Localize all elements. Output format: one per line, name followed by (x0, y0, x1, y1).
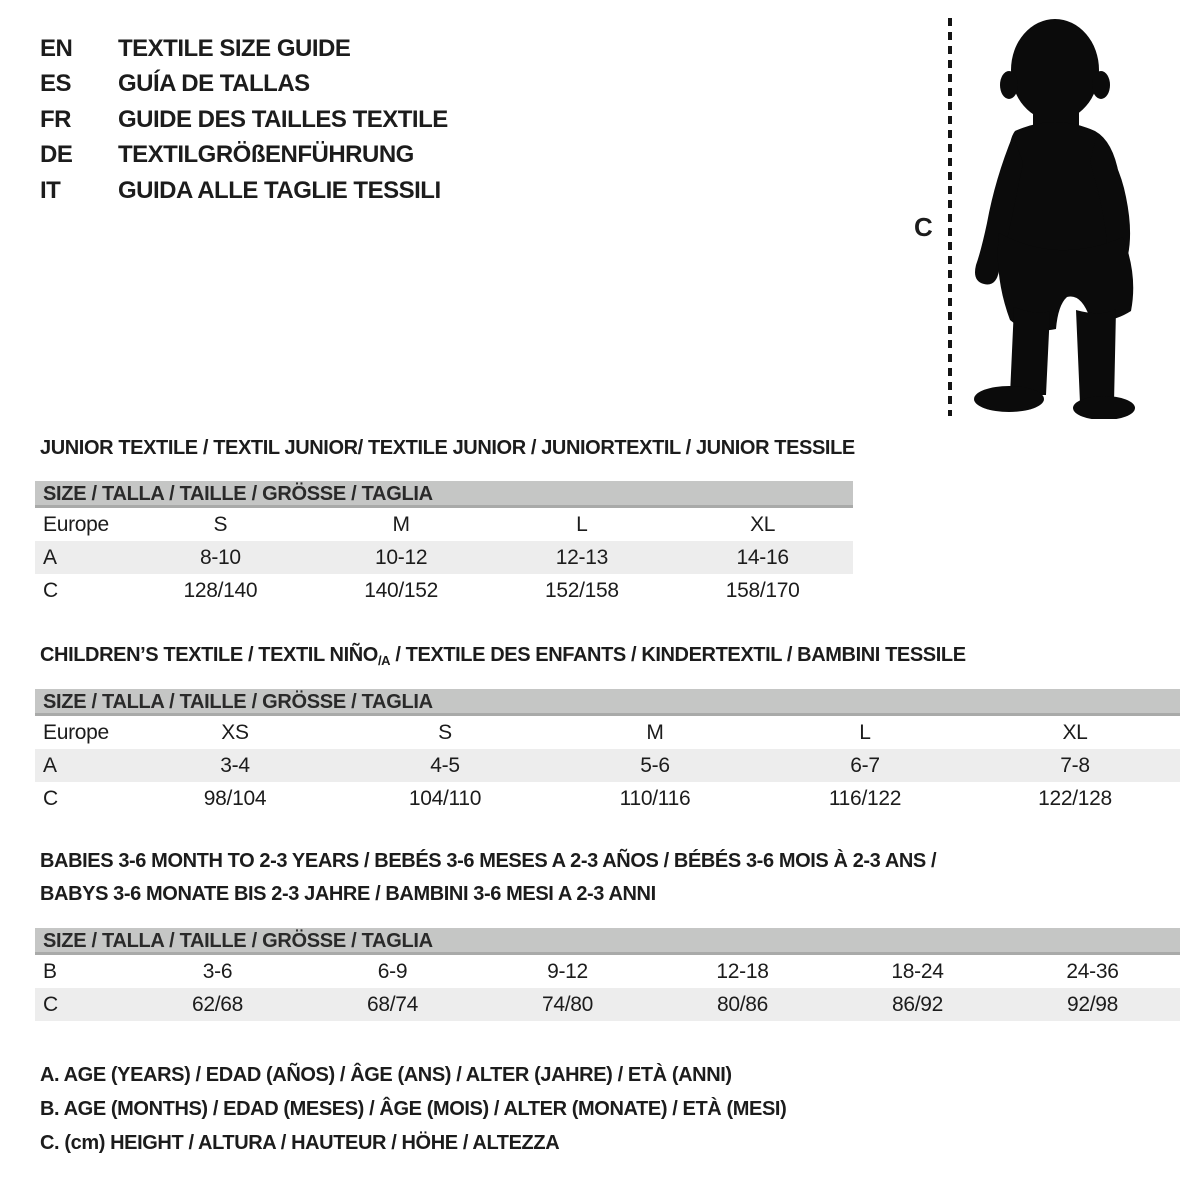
cell: 98/104 (203, 786, 267, 810)
cell: 4-5 (430, 753, 460, 777)
legend-line-c: C. (cm) HEIGHT / ALTURA / HAUTEUR / HÖHE / ALTEZZA (40, 1132, 560, 1154)
table-row-europe (35, 508, 853, 541)
cell: M (392, 512, 410, 536)
table-row-months (35, 955, 1180, 988)
lang-label: GUIDE DES TAILLES TEXTILE (118, 105, 448, 133)
cell: 122/128 (1038, 786, 1112, 810)
cell: 9-12 (547, 959, 588, 983)
cell: 5-6 (640, 753, 670, 777)
lang-label: TEXTILGRÖßENFÜHRUNG (118, 141, 414, 169)
lang-row-de (40, 138, 448, 174)
cell: 68/74 (366, 992, 419, 1016)
children-title-subscript: /A (377, 653, 391, 668)
babies-section-title-line1: BABIES 3-6 MONTH TO 2-3 YEARS / BEBÉS 3-6 MESES A 2-3 AÑOS / BÉBÉS 3-6 MOIS À 2-3 ANS / (40, 850, 937, 872)
row-label: B (43, 959, 57, 983)
cell: S (438, 720, 452, 744)
cell: 110/116 (619, 786, 691, 810)
lang-code: ES (40, 70, 72, 98)
cell: 74/80 (541, 992, 594, 1016)
cell: 10-12 (375, 545, 428, 569)
cell: XL (750, 512, 776, 536)
lang-label: GUÍA DE TALLAS (118, 70, 310, 98)
children-section-title (40, 644, 966, 668)
table-row-age (35, 749, 1180, 782)
cell: 92/98 (1066, 992, 1119, 1016)
row-label: C (43, 992, 58, 1016)
legend-line-a: A. AGE (YEARS) / EDAD (AÑOS) / ÂGE (ANS) / ALTER (JAHRE) / ETÀ (ANNI) (40, 1064, 732, 1086)
legend (40, 1058, 786, 1160)
cell: XL (1062, 720, 1088, 744)
table-row-age (35, 541, 853, 574)
cell: 152/158 (544, 578, 619, 602)
row-label: A (43, 545, 57, 569)
lang-code: IT (40, 176, 61, 204)
table-row-height (35, 988, 1180, 1021)
height-measure-label: C (914, 212, 933, 242)
cell: 3-4 (220, 753, 250, 777)
lang-row-fr (40, 102, 448, 138)
cell: 158/170 (725, 578, 800, 602)
cell: 62/68 (191, 992, 244, 1016)
babies-section-title-line2: BABYS 3-6 MONATE BIS 2-3 JAHRE / BAMBINI 3-6 MESI A 2-3 ANNI (40, 883, 656, 905)
junior-section-title: JUNIOR TEXTILE / TEXTIL JUNIOR/ TEXTILE JUNIOR / JUNIORTEXTIL / JUNIOR TESSILE (40, 437, 855, 459)
cell: 80/86 (716, 992, 769, 1016)
cell: 24-36 (1066, 959, 1119, 983)
cell: L (576, 512, 588, 536)
lang-row-es (40, 67, 448, 103)
size-header-band: SIZE / TALLA / TAILLE / GRÖSSE / TAGLIA (35, 689, 1180, 716)
children-title-prefix: CHILDREN’S TEXTILE / TEXTIL NIÑO (40, 644, 378, 666)
table-row-height (35, 782, 1180, 815)
cell: M (646, 720, 664, 744)
lang-code: DE (40, 141, 73, 169)
cell: 8-10 (199, 545, 241, 569)
cell: 104/110 (408, 786, 482, 810)
size-header-band: SIZE / TALLA / TAILLE / GRÖSSE / TAGLIA (35, 928, 1180, 955)
lang-label: GUIDA ALLE TAGLIE TESSILI (118, 176, 441, 204)
children-size-table (35, 689, 1180, 815)
cell: 128/140 (183, 578, 258, 602)
lang-row-en (40, 31, 448, 67)
cell: 12-13 (555, 545, 608, 569)
cell: S (213, 512, 228, 536)
lang-code: FR (40, 105, 71, 133)
lang-row-it (40, 173, 448, 209)
row-label: C (43, 786, 58, 810)
cell: 18-24 (891, 959, 944, 983)
language-title-list (40, 31, 448, 209)
cell: L (859, 720, 871, 744)
row-label: C (43, 578, 58, 602)
row-label: A (43, 753, 57, 777)
junior-size-table (35, 481, 853, 607)
cell: 140/152 (364, 578, 439, 602)
cell: 86/92 (891, 992, 944, 1016)
babies-size-table (35, 928, 1180, 1021)
height-measure-dotted-line (948, 18, 952, 416)
cell: 14-16 (736, 545, 789, 569)
legend-line-b: B. AGE (MONTHS) / EDAD (MESES) / ÂGE (MOIS) / ALTER (MONATE) / ETÀ (MESI) (40, 1098, 787, 1120)
cell: 7-8 (1060, 753, 1090, 777)
cell: 116/122 (828, 786, 902, 810)
cell: 3-6 (202, 959, 233, 983)
row-label: Europe (43, 720, 109, 744)
table-row-height (35, 574, 853, 607)
children-title-suffix: / TEXTILE DES ENFANTS / KINDERTEXTIL / BAMBINI TESSILE (390, 644, 966, 666)
cell: 6-7 (850, 753, 880, 777)
cell: 6-9 (377, 959, 408, 983)
row-label: Europe (43, 512, 109, 536)
size-header-band: SIZE / TALLA / TAILLE / GRÖSSE / TAGLIA (35, 481, 853, 508)
toddler-silhouette-image (963, 13, 1155, 419)
table-row-europe (35, 716, 1180, 749)
lang-label: TEXTILE SIZE GUIDE (118, 34, 351, 62)
cell: 12-18 (716, 959, 769, 983)
cell: XS (221, 720, 249, 744)
lang-code: EN (40, 34, 73, 62)
